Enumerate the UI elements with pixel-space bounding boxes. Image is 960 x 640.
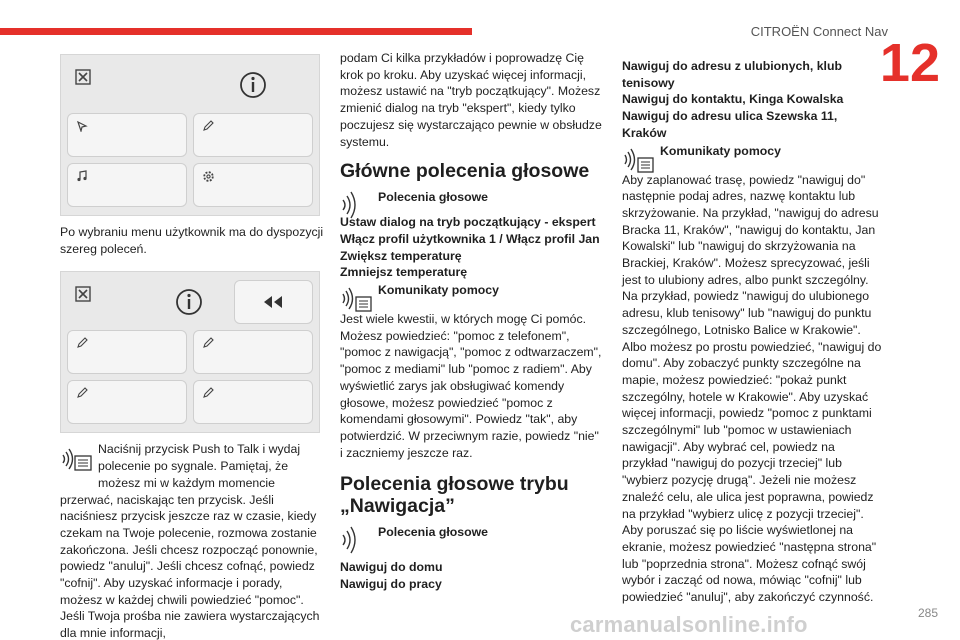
panel1-close-cell bbox=[67, 63, 187, 107]
help-messages-label: Komunikaty pomocy bbox=[660, 143, 781, 158]
help-messages-label-row-1 bbox=[340, 281, 602, 315]
pencil-icon bbox=[76, 337, 88, 349]
pencil-icon bbox=[202, 337, 214, 349]
panel2-tile-3 bbox=[67, 380, 187, 424]
col1-push-to-talk-text: Naciśnij przycisk Push to Talk i wydaj polecenie po sygnale. Pamiętaj, że możesz mi w każdym momencie przerwać, naciskając ten przycisk. Jeśli naciśniesz przycisk jeszcze raz w czasie, kiedy czekam na Twoje polecenie, rozmowa zostanie zakończona. Jeśli chcesz rozpocząć ponownie, powiedz "anuluj". Jeśli chcesz cofnąć, powiedz "cofnij". Aby uzyskać informacje i porady, możesz w każdej chwili powiedzieć "pomoc". Jeśli Twoja prośba nie zawiera wystarczających dla mnie informacji, bbox=[60, 442, 320, 640]
panel2-info-cell bbox=[150, 280, 227, 324]
header-title: CITROËN Connect Nav bbox=[750, 24, 888, 39]
voice-command-item: Nawiguj do adresu z ulubionych, klub tenisowy bbox=[622, 59, 842, 90]
voice-commands-label: Polecenia głosowe bbox=[378, 190, 489, 205]
pencil-icon bbox=[76, 387, 88, 399]
panel2-tile-2 bbox=[193, 330, 313, 374]
heading-main-voice-commands: Główne polecenia głosowe bbox=[340, 160, 590, 183]
voice-command-item: Nawiguj do pracy bbox=[340, 577, 442, 592]
help-messages-label: Komunikaty pomocy bbox=[378, 283, 499, 298]
panel1-settings-tile bbox=[193, 163, 313, 207]
voice-command-item: Zmniejsz temperaturę bbox=[340, 265, 468, 280]
push-to-talk-block bbox=[60, 441, 326, 640]
help-messages-icon bbox=[622, 142, 656, 176]
close-x-icon bbox=[75, 69, 91, 85]
help-messages-icon bbox=[340, 281, 374, 315]
col3-navigation-help-text: Aby zaplanować trasę, powiedz "nawiguj do" następnie podaj adres, nazwę kontaktu lub skrzyżowanie. Na przykład, "nawiguj do adresu Bracka 11, Kraków", "nawiguj do kontaktu, Jan Kowalski" lub "nawiguj do skrzyżowania na Brackiej, Kraków". Możesz sprecyzować, jeśli jest to ulubiony adres, albo punkt szczególny. Na przykład, powiedz "nawiguj do ulubionego adresu, klub tenisowy" lub "nawiguj do punktu szczególnego, Lotnisko Balice w Krakowie". Albo możesz po prostu powiedzieć, "nawiguj do domu". Aby zobaczyć punkty szczególne na mapie, możesz powiedzieć: "pokaż punkt szczególny, hotele w Krakowie". Aby uzyskać więcej informacji, powiedz "pomoc z punktami szczególnymi" lub "pomoc w ustawieniach nawigacji". Aby wybrać cel, powiedz na przykład "nawiguj do pozycji trzeciej" lub "wybierz pozycję drugą". Jeżeli nie możesz znaleźć celu, ale ulica jest poprawna, powiedz na przykład "wybierz ulicę z pozycji trzeciej". Aby poruszać się po liście wyświetlonej na ekranie, możesz powiedzieć "następna strona" lub "poprzednia strona". Możesz cofnąć swój wybór i zacząć od nowa, mówiąc "cofnij" lub powiedzieć "anuluj", aby zakończyć czynność. bbox=[622, 172, 882, 605]
col1-intro-text: Po wybraniu menu użytkownik ma do dyspozycji szereg poleceń. bbox=[60, 225, 324, 256]
voice-command-item: Włącz profil użytkownika 1 / Włącz profil Jan bbox=[340, 231, 600, 246]
voice-command-item: Ustaw dialog na tryb początkujący - ekspert bbox=[340, 215, 596, 230]
panel2-rewind-tile bbox=[234, 280, 313, 324]
navigation-commands-list bbox=[622, 58, 884, 142]
voice-menu-panel-2 bbox=[60, 271, 320, 433]
voice-command-item: Zwiększ temperaturę bbox=[340, 248, 462, 263]
voice-command-item: Nawiguj do adresu ulica Szewska 11, Kraków bbox=[622, 109, 838, 140]
panel1-music-tile bbox=[67, 163, 187, 207]
panel1-edit-tile bbox=[193, 113, 313, 157]
panel2-tile-1 bbox=[67, 330, 187, 374]
settings-gear-icon bbox=[202, 170, 215, 183]
info-icon bbox=[239, 71, 267, 99]
panel2-tile-4 bbox=[193, 380, 313, 424]
column-3 bbox=[622, 58, 884, 606]
voice-menu-panel-1 bbox=[60, 54, 320, 216]
panel2-close-cell bbox=[67, 280, 144, 324]
chapter-number: 12 bbox=[879, 33, 940, 93]
voice-commands-list-1 bbox=[340, 214, 602, 281]
pencil-icon bbox=[202, 120, 214, 132]
voice-command-item: Nawiguj do domu bbox=[340, 560, 443, 575]
push-to-talk-icon bbox=[60, 443, 94, 475]
pencil-icon bbox=[202, 387, 214, 399]
col2-help-text: Jest wiele kwestii, w których mogę Ci pomóc. Możesz powiedzieć: "pomoc z telefonem", "pomoc z nawigacją", "pomoc z odtwarzaczem", "pomoc z mediami" lub "pomoc z radiem". Aby wyświetlić zarys jak obsługiwać komendy głosowe, możesz powiedzieć "pomoc z komendami głosowymi". Powiedz "tak", aby potwierdzić. W przeciwnym razie, powiedz "nie" i zaczniemy jeszcze raz. bbox=[340, 312, 602, 460]
rewind-icon bbox=[262, 295, 284, 309]
voice-commands-list-2 bbox=[340, 559, 602, 592]
music-note-icon bbox=[76, 170, 88, 182]
info-icon bbox=[175, 288, 203, 316]
watermark: carmanualsonline.info bbox=[570, 612, 808, 637]
column-1 bbox=[60, 54, 326, 640]
voice-command-item: Nawiguj do kontaktu, Kinga Kowalska bbox=[622, 92, 844, 107]
panel1-info-cell bbox=[193, 63, 313, 107]
panel1-navigation-tile bbox=[67, 113, 187, 157]
header-accent-bar bbox=[0, 28, 472, 35]
column-2 bbox=[340, 50, 602, 593]
close-x-icon bbox=[75, 286, 91, 302]
help-messages-label-row-2 bbox=[622, 142, 884, 176]
voice-commands-label-row-2 bbox=[340, 523, 602, 557]
heading-navigation-voice-commands: Polecenia głosowe trybu „Nawigacja” bbox=[340, 473, 569, 518]
speech-commands-icon bbox=[340, 523, 374, 557]
page-number: 285 bbox=[917, 606, 938, 620]
voice-commands-label: Polecenia głosowe bbox=[378, 525, 489, 540]
navigation-icon bbox=[76, 120, 88, 132]
col2-intro-text: podam Ci kilka przykładów i poprowadzę Cię krok po kroku. Aby uzyskać więcej informacji, możesz ustawić na "tryb początkujący". Możesz zmienić dialog na tryb "ekspert", kiedy tylko poczujesz się wystarczająco pewnie w obsłudze systemu. bbox=[340, 51, 602, 149]
